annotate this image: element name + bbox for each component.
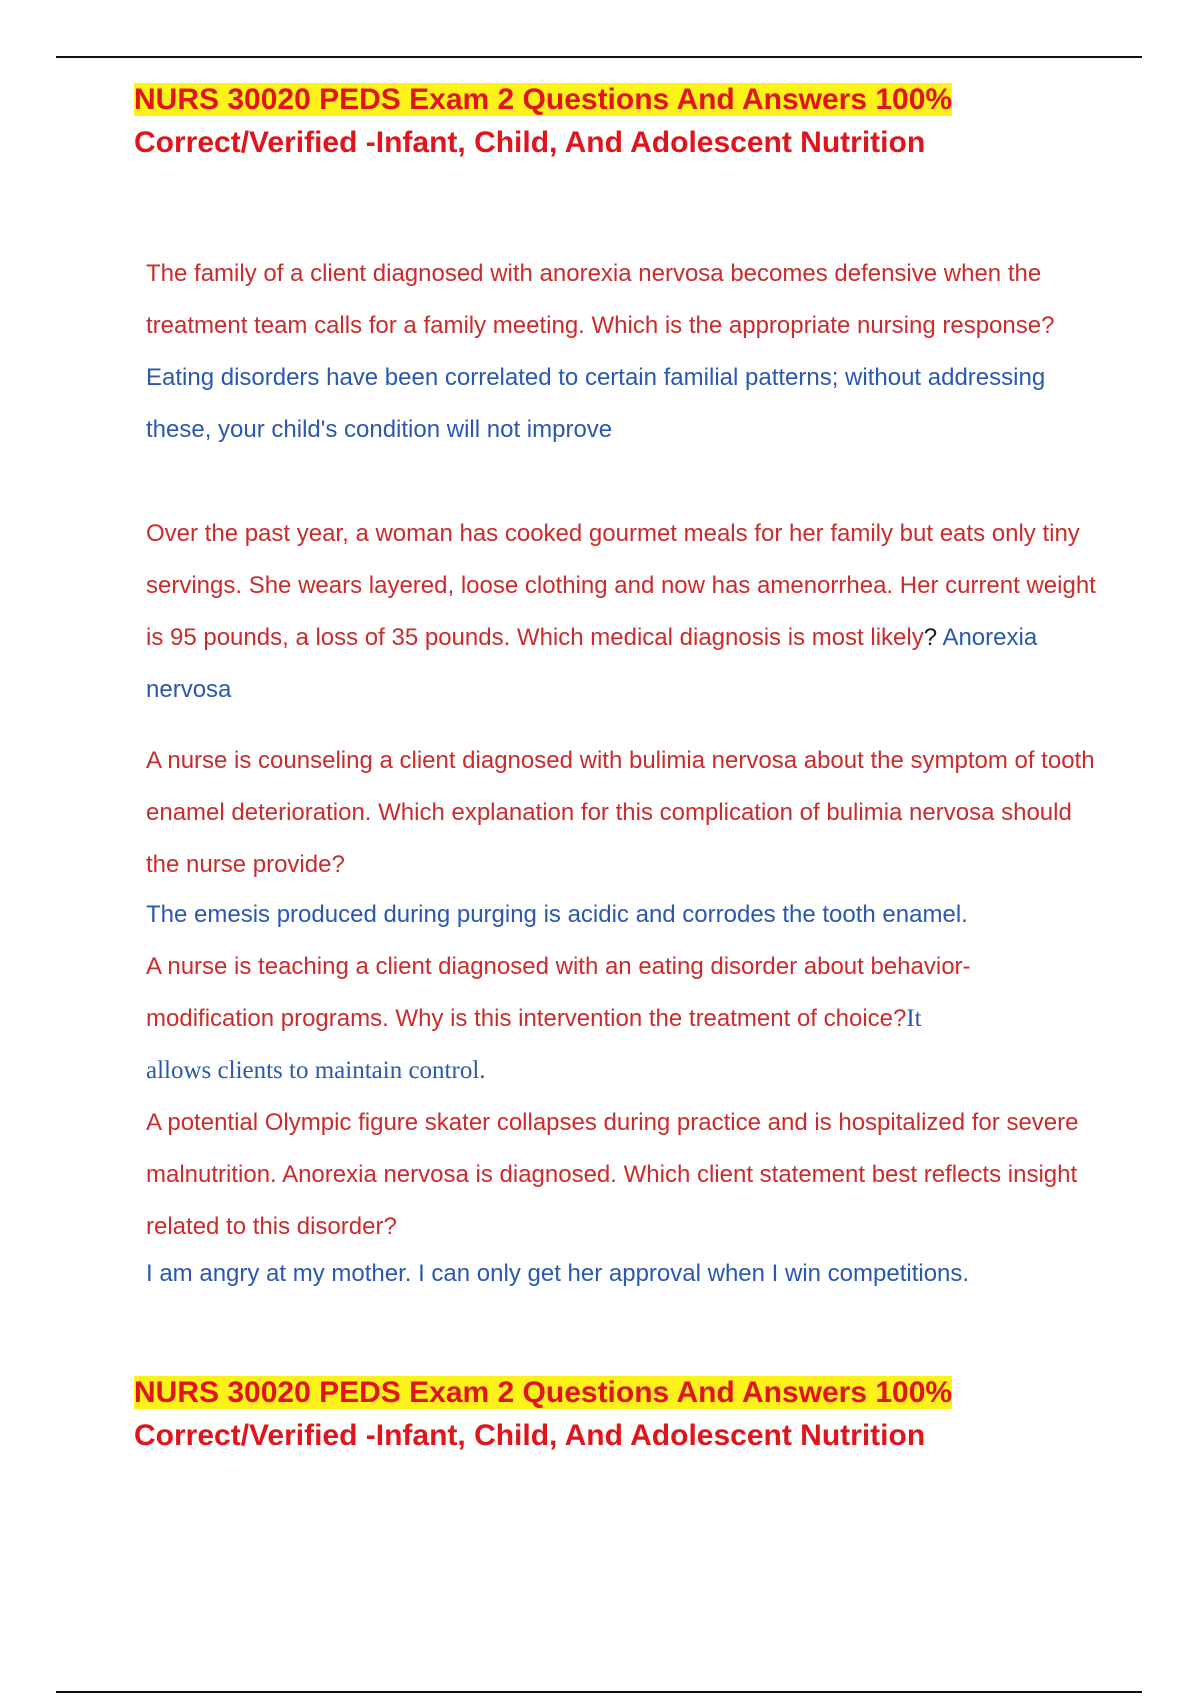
answer-text: Eating disorders have been correlated to certain familial patterns; without addressing these, your child's condition will not improve <box>146 364 1046 443</box>
qa-item-5-answer <box>146 1252 1096 1296</box>
title-line-1: NURS 30020 PEDS Exam 2 Questions And Answers 100% <box>134 83 953 116</box>
footer-title-line-1: NURS 30020 PEDS Exam 2 Questions And Answers 100% <box>134 1376 953 1409</box>
qa-item-4-answer <box>146 1049 1096 1093</box>
title-line-2: Correct/Verified -Infant, Child, And Adolescent Nutrition <box>134 126 926 159</box>
top-rule <box>56 56 1142 58</box>
question-text: A nurse is counseling a client diagnosed with bulimia nervosa about the symptom of tooth enamel deterioration. Which explanation for this complication of bulimia nervosa should the nurse provide? <box>146 747 1095 878</box>
qa-item-4-question <box>146 941 1096 1045</box>
footer-title <box>134 1371 1134 1457</box>
qa-item-5-question <box>146 1097 1096 1253</box>
question-text: The family of a client diagnosed with anorexia nervosa becomes defensive when the treatment team calls for a family meeting. Which is the appropriate nursing response? <box>146 260 1055 339</box>
answer-text: I am angry at my mother. I can only get her approval when I win competitions. <box>146 1260 970 1287</box>
question-mark: ? <box>923 624 943 651</box>
qa-item-1 <box>146 248 1096 456</box>
document-title <box>134 78 1134 164</box>
qa-item-3-answer <box>146 893 1096 937</box>
qa-item-2 <box>146 508 1096 716</box>
answer-text: allows clients to maintain control. <box>146 1057 486 1084</box>
qa-item-3-question <box>146 735 1096 891</box>
answer-text: The emesis produced during purging is acidic and corrodes the tooth enamel. <box>146 901 968 928</box>
question-text: A potential Olympic figure skater collapses during practice and is hospitalized for severe malnutrition. Anorexia nervosa is diagnosed. Which client statement best reflects insight related to this disorder? <box>146 1109 1079 1240</box>
answer-lead-text: It <box>906 1005 922 1032</box>
bottom-rule <box>56 1691 1142 1693</box>
question-text: Over the past year, a woman has cooked gourmet meals for her family but eats only tiny servings. She wears layered, loose clothing and now has amenorrhea. Her current weight is 95 pounds, a loss of 35 pounds. Which medical diagnosis is most likely <box>146 520 1096 651</box>
footer-title-line-2: Correct/Verified -Infant, Child, And Adolescent Nutrition <box>134 1419 926 1452</box>
answer-text: Anorexia nervosa <box>146 624 1038 703</box>
question-text: A nurse is teaching a client diagnosed with an eating disorder about behavior-modification programs. Why is this intervention the treatment of choice? <box>146 953 971 1032</box>
